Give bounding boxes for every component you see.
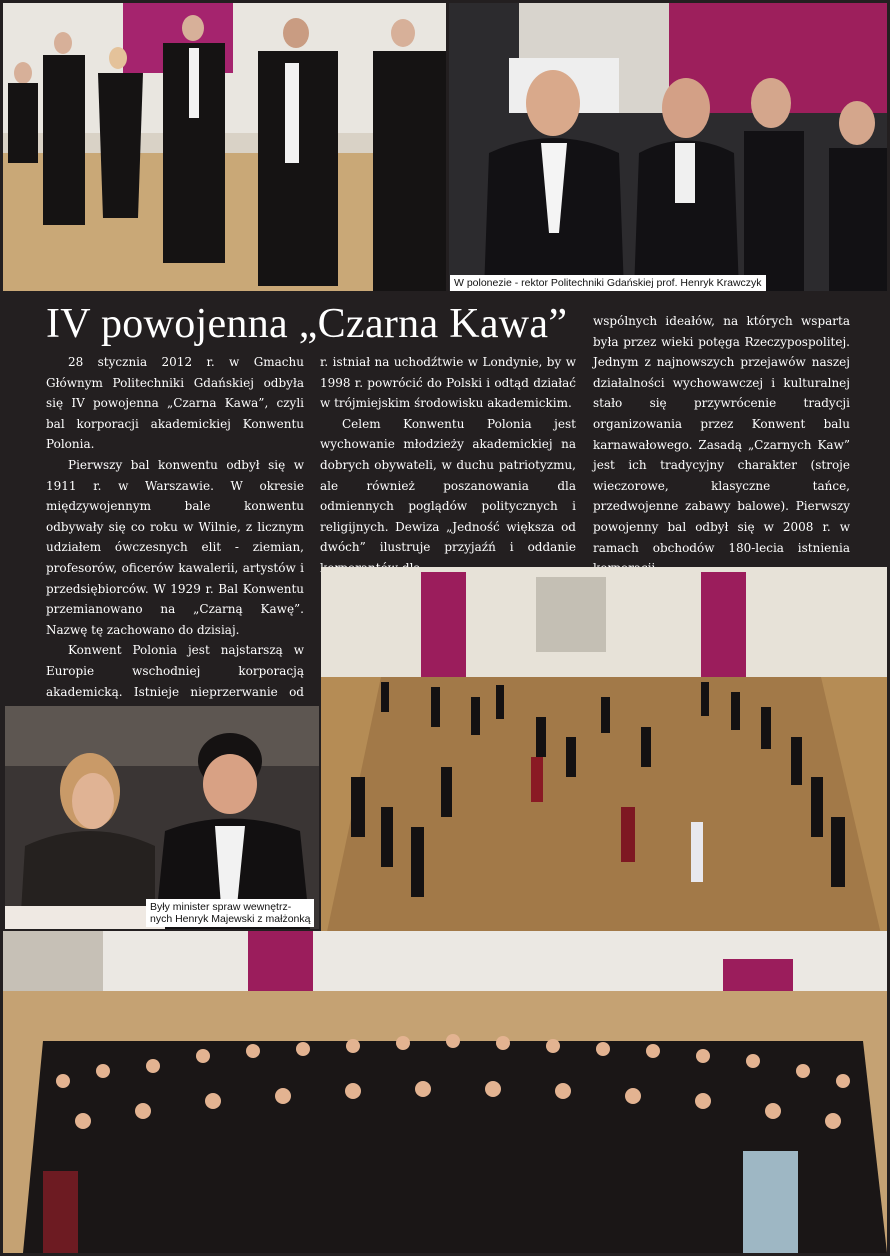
paragraph: 28 stycznia 2012 r. w Gmachu Głównym Politechniki Gdańskiej odbyła się IV powojenna „Czarna Kawa”, czyli bal korporacji akademickiej Konwentu Polonia. (46, 355, 304, 452)
paragraph: Pierwszy bal konwentu odbył się w 1911 r. w Warszawie. W okresie międzywojennym bale konwentu odbywały się co roku w Wilnie, z licznym udziałem ówczesnych elit - ziemian, profesorów, oficerów kawalerii, artystów i przedsiębiorców. W 1929 r. Bal Konwentu przemianowano na „Czarną Kawę”. Nazwę tę zachowano do dzisiaj. (46, 457, 304, 637)
paragraph: wspólnych ideałów, na których wsparta była przez wieki potęga Rzeczypospolitej. Jednym z najnowszych przejawów naszej działalności wychowawczej i kulturalnej stało się przywrócenie tradycji organizowania przez Konwent balu karnawałowego. Zasadą „Czarnych Kaw” jest ich tradycyjny charakter (stroje wieczorowe, klasyczne tańce, przedwojenne zabawy balowe). Pierwszy powojenny bal odbył się w 2008 r. w ramach obchodów 180-lecia istnienia (593, 314, 850, 555)
article-column-2 (320, 352, 576, 579)
photo-group (3, 931, 887, 1253)
caption-minister-line-2: nych Henryk Majewski z małżonką (150, 913, 311, 925)
paragraph: Konwent Polonia jest najstarszą w Europie wschodniej korporacją akademicką. Istnieje nieprzerwanie od (46, 643, 304, 699)
photo-polonaise-dancers (3, 3, 446, 291)
article-column-3 (593, 311, 850, 579)
caption-rector: W polonezie - rektor Politechniki Gdańskiej prof. Henryk Krawczyk (450, 275, 766, 291)
caption-minister-line-1: Były minister spraw wewnętrz- (150, 901, 292, 913)
photo-rector (449, 3, 887, 291)
photo-ballroom-dance (321, 567, 887, 960)
photo-minister (5, 706, 319, 929)
article-column-1 (46, 352, 304, 764)
paragraph: Celem Konwentu Polonia jest wychowanie młodzieży akademickiej na dobrych obywateli, w duchu patriotyzmu, ale również poszanowania dla odmiennych poglądów politycznych i religijnych. Dewiza „Jedność większa od dwóch” ilustruje przyjaźń i oddanie (320, 416, 576, 555)
caption-minister (146, 899, 314, 927)
paragraph: r. istniał na uchodźtwie w Londynie, by w 1998 r. powrócić do Polski i odtąd działać w trójmiejskim środowisku akademickim. (320, 355, 576, 411)
article-title: IV powojenna „Czarna Kawa” (46, 301, 568, 347)
